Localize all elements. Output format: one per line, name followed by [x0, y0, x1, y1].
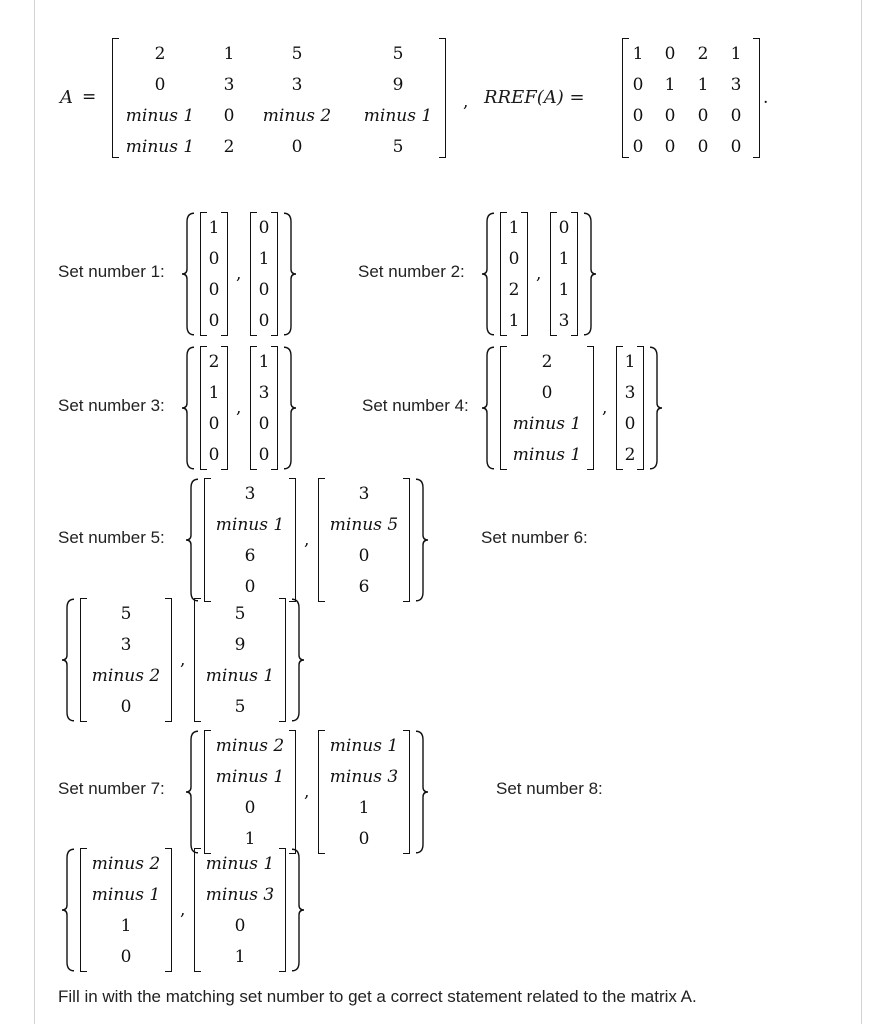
- matrix-entry: minus 1: [512, 414, 582, 434]
- vector-separator: ,: [180, 650, 186, 670]
- matrix-entry: 2: [208, 352, 220, 372]
- right-brace: [414, 730, 430, 854]
- matrix-entry: 0: [697, 106, 709, 126]
- matrix-entry: 3: [291, 75, 303, 95]
- matrix-entry: 1: [258, 249, 270, 269]
- right-brace: [282, 212, 298, 336]
- set-4-vectors: [480, 346, 664, 470]
- vector-separator: ,: [180, 900, 186, 920]
- matrix-entry: 1: [558, 280, 570, 300]
- right-bracket: [587, 346, 594, 470]
- matrix-entry: 2: [697, 44, 709, 64]
- matrix-entry: 3: [358, 484, 370, 504]
- right-bracket: [221, 212, 228, 336]
- matrix-entry: 0: [508, 249, 520, 269]
- vector-separator: ,: [236, 264, 242, 284]
- set-2-vectors: [480, 212, 598, 336]
- matrix-entry: 0: [358, 546, 370, 566]
- right-bracket: [279, 598, 286, 722]
- matrix-entry: 6: [244, 546, 256, 566]
- matrix-entry: 0: [632, 75, 644, 95]
- matrix-entry: minus 2: [215, 736, 285, 756]
- matrix-entry: minus 1: [363, 106, 433, 126]
- set-6-label: Set number 6:: [481, 528, 588, 547]
- matrix-entry: 3: [730, 75, 742, 95]
- matrix-entry: 3: [558, 311, 570, 331]
- column-vector: [194, 598, 286, 722]
- matrix-entry: 1: [558, 249, 570, 269]
- left-bracket: [200, 346, 207, 470]
- matrix-entry: 5: [291, 44, 303, 64]
- matrix-entry: 3: [223, 75, 235, 95]
- matrix-entry: 5: [392, 137, 404, 157]
- column-vector: [250, 346, 278, 470]
- matrix-entry: 0: [154, 75, 166, 95]
- left-bracket: [200, 212, 207, 336]
- matrix-entry: 0: [208, 249, 220, 269]
- matrix-entry: 6: [358, 577, 370, 597]
- right-bracket: [403, 478, 410, 602]
- matrix-entry: 1: [730, 44, 742, 64]
- matrix-entry: minus 3: [205, 885, 275, 905]
- set-8-vectors: [60, 848, 306, 972]
- column-vector: [204, 730, 296, 854]
- left-brace: [60, 848, 76, 972]
- matrix-entry: minus 5: [329, 515, 399, 535]
- column-vector: [616, 346, 644, 470]
- matrix-entry: minus 1: [205, 666, 275, 686]
- matrix-entry: 1: [258, 352, 270, 372]
- right-brace: [290, 598, 306, 722]
- matrix-entry: 2: [541, 352, 553, 372]
- matrix-entry: 0: [624, 414, 636, 434]
- matrix-entry: minus 2: [91, 666, 161, 686]
- set-2-label: Set number 2:: [358, 262, 465, 281]
- set-1-label: Set number 1:: [58, 262, 165, 281]
- left-bracket: [622, 38, 629, 158]
- left-bracket: [80, 848, 87, 972]
- matrix-entry: 0: [291, 137, 303, 157]
- rref-end: .: [763, 88, 769, 108]
- matrix-entry: 0: [730, 106, 742, 126]
- matrix-entry: 0: [208, 414, 220, 434]
- matrix-a-equals: =: [82, 87, 97, 107]
- matrix-entry: 1: [120, 916, 132, 936]
- matrix-entry: 3: [244, 484, 256, 504]
- matrix-entry: 5: [392, 44, 404, 64]
- matrix-entry: 2: [223, 137, 235, 157]
- set-5-vectors: [184, 478, 430, 602]
- matrix-a-name: A: [60, 87, 73, 108]
- matrix-entry: minus 1: [91, 885, 161, 905]
- matrix-entry: 0: [632, 106, 644, 126]
- matrix-entry: 1: [234, 947, 246, 967]
- matrix-entry: 9: [392, 75, 404, 95]
- matrix-separator: ,: [463, 92, 469, 112]
- matrix-entry: 2: [624, 445, 636, 465]
- vector-separator: ,: [236, 398, 242, 418]
- matrix-entry: 1: [358, 798, 370, 818]
- matrix-entry: 9: [234, 635, 246, 655]
- matrix-entry: 5: [234, 697, 246, 717]
- right-bracket: [165, 598, 172, 722]
- matrix-entry: 3: [120, 635, 132, 655]
- right-bracket: [271, 346, 278, 470]
- matrix-entry: 0: [258, 445, 270, 465]
- set-1-vectors: [180, 212, 298, 336]
- matrix-entry: minus 1: [125, 137, 195, 157]
- left-bracket: [204, 730, 211, 854]
- left-bracket: [250, 346, 257, 470]
- matrix-entry: 0: [258, 311, 270, 331]
- right-brace: [582, 212, 598, 336]
- right-bracket: [221, 346, 228, 470]
- left-brace: [184, 730, 200, 854]
- left-bracket: [194, 598, 201, 722]
- matrix-entry: minus 1: [215, 767, 285, 787]
- set-3-label: Set number 3:: [58, 396, 165, 415]
- right-bracket: [637, 346, 644, 470]
- left-brace: [180, 346, 196, 470]
- matrix-entry: 1: [697, 75, 709, 95]
- column-vector: [80, 598, 172, 722]
- column-vector: [200, 212, 228, 336]
- right-bracket: [271, 212, 278, 336]
- right-bracket: [289, 730, 296, 854]
- vector-separator: ,: [536, 264, 542, 284]
- vector-separator: ,: [602, 398, 608, 418]
- right-bracket: [279, 848, 286, 972]
- right-brace: [290, 848, 306, 972]
- matrix-entry: 2: [508, 280, 520, 300]
- matrix-entry: 0: [234, 916, 246, 936]
- matrix-entry: 0: [358, 829, 370, 849]
- matrix-entry: minus 2: [262, 106, 332, 126]
- left-bracket: [194, 848, 201, 972]
- column-vector: [550, 212, 578, 336]
- matrix-entry: 0: [258, 280, 270, 300]
- rref-label: RREF(A) =: [484, 87, 585, 108]
- set-7-vectors: [184, 730, 430, 854]
- right-brace: [282, 346, 298, 470]
- left-bracket: [318, 478, 325, 602]
- right-bracket: [571, 212, 578, 336]
- matrix-entry: 1: [624, 352, 636, 372]
- matrix-entry: 1: [208, 218, 220, 238]
- matrix-entry: minus 3: [329, 767, 399, 787]
- matrix-entry: minus 1: [205, 854, 275, 874]
- left-brace: [60, 598, 76, 722]
- matrix-entry: 0: [697, 137, 709, 157]
- matrix-entry: 0: [258, 414, 270, 434]
- right-brace: [648, 346, 664, 470]
- right-bracket: [439, 38, 446, 158]
- left-bracket: [500, 212, 507, 336]
- matrix-entry: minus 1: [512, 445, 582, 465]
- right-bracket: [521, 212, 528, 336]
- left-bracket: [318, 730, 325, 854]
- matrix-entry: 1: [508, 311, 520, 331]
- set-3-vectors: [180, 346, 298, 470]
- right-bracket: [165, 848, 172, 972]
- matrix-entry: 1: [664, 75, 676, 95]
- column-vector: [204, 478, 296, 602]
- left-bracket: [616, 346, 623, 470]
- matrix-entry: 0: [632, 137, 644, 157]
- matrix-entry: 3: [258, 383, 270, 403]
- matrix-entry: 0: [208, 311, 220, 331]
- instruction-text: Fill in with the matching set number to get a correct statement related to the matrix A.: [58, 987, 697, 1006]
- matrix-entry: 1: [632, 44, 644, 64]
- left-bracket: [250, 212, 257, 336]
- rref-matrix: [622, 38, 760, 158]
- matrix-entry: 3: [624, 383, 636, 403]
- left-frame-border: [34, 0, 35, 1024]
- left-bracket: [500, 346, 507, 470]
- column-vector: [200, 346, 228, 470]
- column-vector: [500, 346, 594, 470]
- set-5-label: Set number 5:: [58, 528, 165, 547]
- set-7-label: Set number 7:: [58, 779, 165, 798]
- matrix-entry: 0: [120, 947, 132, 967]
- matrix-entry: 0: [558, 218, 570, 238]
- matrix-entry: minus 1: [215, 515, 285, 535]
- matrix-entry: 5: [120, 604, 132, 624]
- matrix-entry: 5: [234, 604, 246, 624]
- matrix-entry: 0: [258, 218, 270, 238]
- set-6-vectors: [60, 598, 306, 722]
- matrix-entry: 0: [223, 106, 235, 126]
- set-8-label: Set number 8:: [496, 779, 603, 798]
- left-bracket: [550, 212, 557, 336]
- matrix-entry: 1: [244, 829, 256, 849]
- column-vector: [250, 212, 278, 336]
- matrix-entry: 0: [244, 577, 256, 597]
- matrix-entry: 0: [208, 280, 220, 300]
- matrix-entry: 2: [154, 44, 166, 64]
- left-brace: [480, 346, 496, 470]
- matrix-entry: minus 1: [125, 106, 195, 126]
- left-bracket: [204, 478, 211, 602]
- left-bracket: [112, 38, 119, 158]
- right-brace: [414, 478, 430, 602]
- matrix-entry: 1: [208, 383, 220, 403]
- matrix-entry: 0: [244, 798, 256, 818]
- left-brace: [180, 212, 196, 336]
- right-bracket: [289, 478, 296, 602]
- matrix-entry: 0: [541, 383, 553, 403]
- left-bracket: [80, 598, 87, 722]
- matrix-entry: 0: [664, 44, 676, 64]
- matrix-entry: minus 1: [329, 736, 399, 756]
- column-vector: [318, 730, 410, 854]
- matrix-entry: 0: [664, 137, 676, 157]
- matrix-entry: 1: [508, 218, 520, 238]
- left-brace: [480, 212, 496, 336]
- matrix-a: [112, 38, 446, 158]
- left-brace: [184, 478, 200, 602]
- vector-separator: ,: [304, 782, 310, 802]
- matrix-entry: 0: [208, 445, 220, 465]
- set-4-label: Set number 4:: [362, 396, 469, 415]
- column-vector: [500, 212, 528, 336]
- column-vector: [80, 848, 172, 972]
- matrix-entry: 0: [120, 697, 132, 717]
- right-frame-border: [861, 0, 862, 1024]
- column-vector: [194, 848, 286, 972]
- vector-separator: ,: [304, 530, 310, 550]
- matrix-entry: 0: [664, 106, 676, 126]
- matrix-entry: 1: [223, 44, 235, 64]
- matrix-entry: minus 2: [91, 854, 161, 874]
- column-vector: [318, 478, 410, 602]
- matrix-entry: 0: [730, 137, 742, 157]
- right-bracket: [403, 730, 410, 854]
- right-bracket: [753, 38, 760, 158]
